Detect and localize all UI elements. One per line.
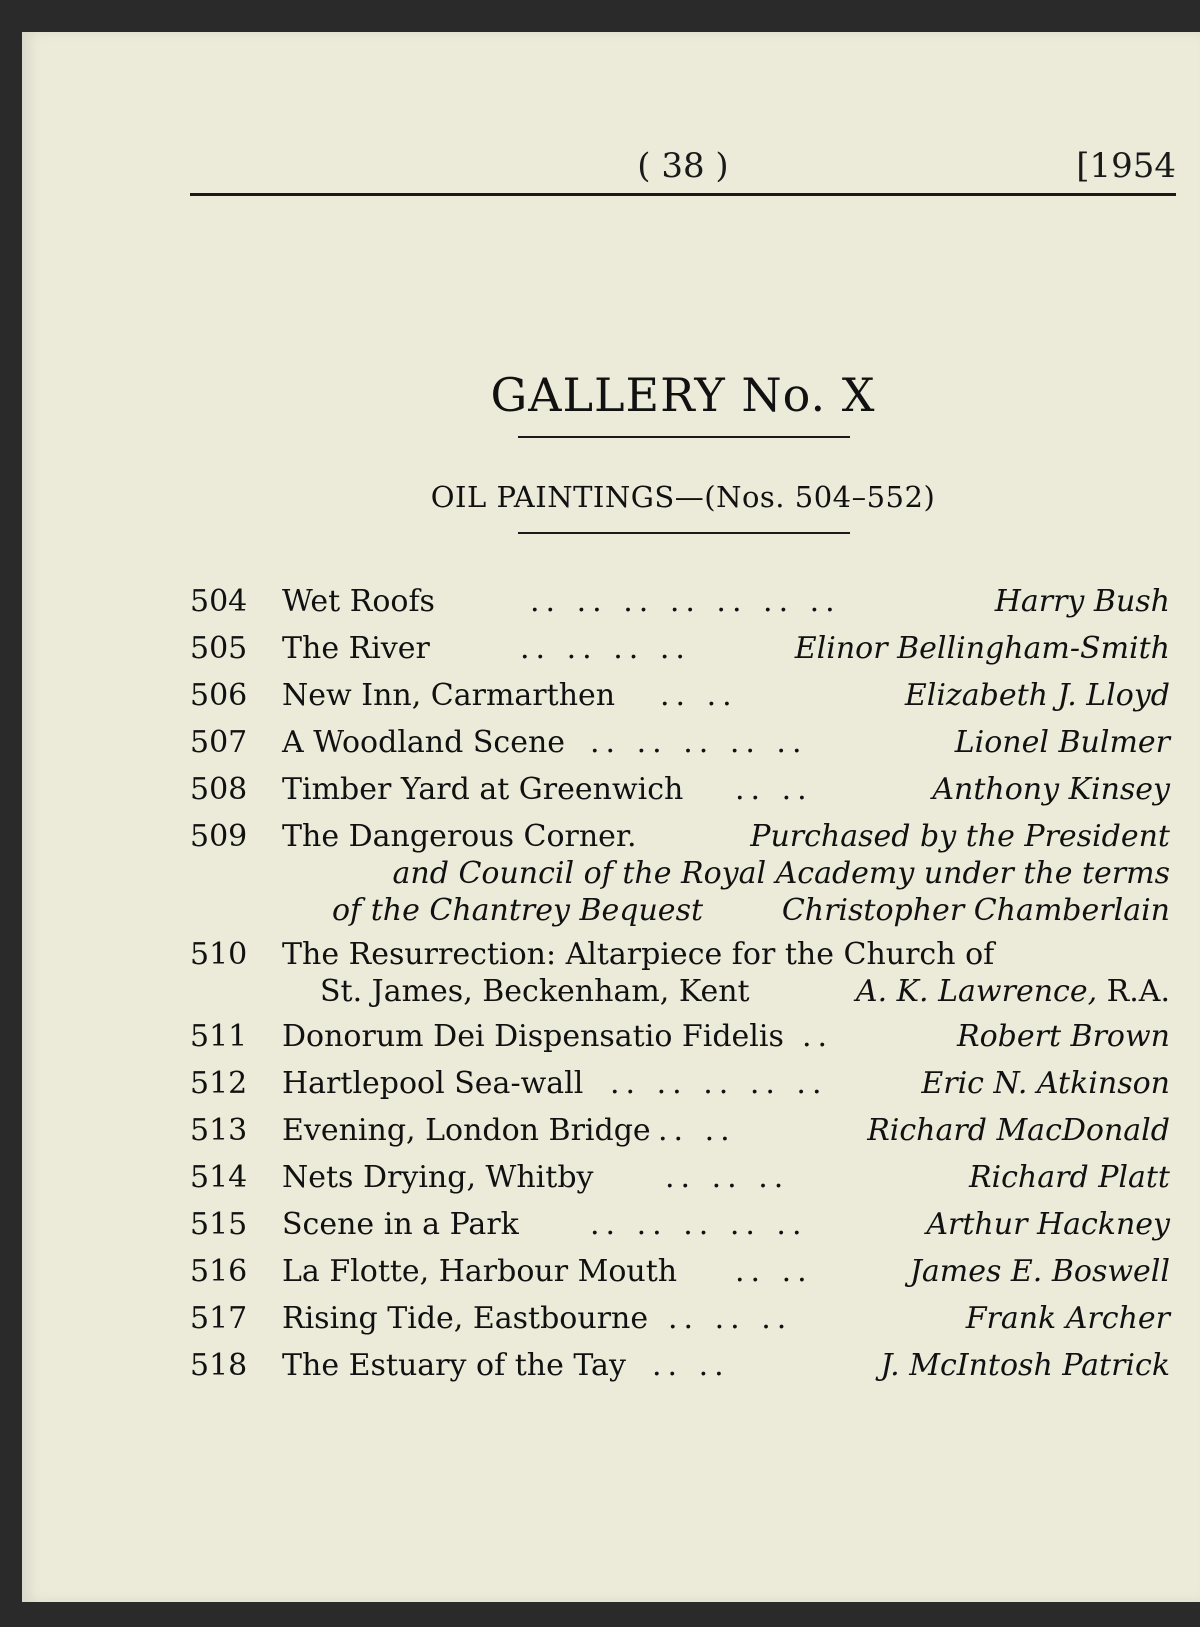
list-item: [190, 1342, 1170, 1389]
entry-title: New Inn, Carmarthen: [282, 678, 616, 713]
leader-dots: .. .. .. .. ..: [610, 1066, 828, 1101]
entry-artist: Elinor Bellingham-Smith: [794, 631, 1170, 666]
entry-number: 510: [190, 937, 248, 972]
leader-dots: .. .. .. ..: [520, 631, 691, 666]
entry-number: 516: [190, 1254, 248, 1289]
list-item: [190, 719, 1170, 766]
leader-dots: .. .. ..: [665, 1160, 790, 1195]
entry-artist: J. McIntosh Patrick: [880, 1348, 1170, 1383]
entry-artist: Frank Archer: [965, 1301, 1170, 1336]
bequest-note: Purchased by the President: [750, 819, 1170, 854]
entry-artist: Harry Bush: [994, 584, 1170, 619]
entry-title: Hartlepool Sea-wall: [282, 1066, 584, 1101]
entry-number: 509: [190, 819, 248, 854]
entry-artist: Eric N. Atkinson: [921, 1066, 1170, 1101]
title-rule-bottom: [518, 532, 850, 534]
list-item: [190, 1107, 1170, 1154]
list-item: [190, 1295, 1170, 1342]
list-item: [190, 1013, 1170, 1060]
header-rule: [190, 193, 1176, 196]
list-item: [190, 1154, 1170, 1201]
entry-artist: Lionel Bulmer: [954, 725, 1170, 760]
entry-title: Donorum Dei Dispensatio Fidelis: [282, 1019, 784, 1054]
list-item: [190, 1248, 1170, 1295]
entry-artist: Anthony Kinsey: [932, 772, 1170, 807]
list-item: [190, 578, 1170, 625]
list-item: [190, 766, 1170, 813]
list-item: [190, 625, 1170, 672]
entry-title: The Dangerous Corner.: [282, 819, 637, 854]
leader-dots: .. .. .. .. ..: [590, 725, 808, 760]
entry-artist: Elizabeth J. Lloyd: [904, 678, 1170, 713]
entry-title: St. James, Beckenham, Kent: [320, 974, 750, 1009]
leader-dots: .. .. .. .. ..: [590, 1207, 808, 1242]
entry-number: 517: [190, 1301, 248, 1336]
entry-number: 512: [190, 1066, 248, 1101]
page-number: ( 38 ): [637, 146, 729, 186]
entry-artist: Arthur Hackney: [926, 1207, 1170, 1242]
title-rule-top: [518, 436, 850, 438]
leader-dots: ..: [802, 1019, 834, 1054]
entry-number: 505: [190, 631, 248, 666]
entry-number: 515: [190, 1207, 248, 1242]
leader-dots: .. .. .. .. .. .. ..: [530, 584, 841, 619]
entry-number: 504: [190, 584, 248, 619]
entry-number: 506: [190, 678, 248, 713]
entry-title: Evening, London Bridge: [282, 1113, 651, 1148]
leader-dots: .. ..: [735, 1254, 813, 1289]
entry-title: The Resurrection: Altarpiece for the Church of: [282, 937, 995, 972]
list-item: [190, 672, 1170, 719]
section-title: OIL PAINTINGS—(Nos. 504–552): [430, 480, 936, 514]
entry-title: The River: [282, 631, 430, 666]
entry-artist: Christopher Chamberlain: [781, 893, 1170, 928]
bequest-note: of the Chantrey Bequest: [332, 893, 704, 928]
entry-number: 508: [190, 772, 248, 807]
entry-artist: James E. Boswell: [909, 1254, 1170, 1289]
entry-number: 507: [190, 725, 248, 760]
bequest-note: and Council of the Royal Academy under the terms: [392, 856, 1170, 891]
entry-title: Rising Tide, Eastbourne: [282, 1301, 649, 1336]
leader-dots: .. ..: [735, 772, 813, 807]
leader-dots: .. .. ..: [668, 1301, 793, 1336]
entry-title: Nets Drying, Whitby: [282, 1160, 594, 1195]
entry-number: 518: [190, 1348, 248, 1383]
entry-title: A Woodland Scene: [282, 725, 566, 760]
leader-dots: .. ..: [660, 678, 738, 713]
entry-number: 514: [190, 1160, 248, 1195]
gallery-title: GALLERY No. X: [490, 368, 876, 422]
entry-artist: A. K. Lawrence,: [855, 974, 1098, 1009]
entry-number: 513: [190, 1113, 248, 1148]
leader-dots: .. ..: [652, 1348, 730, 1383]
entry-title: Wet Roofs: [282, 584, 435, 619]
entry-title: Scene in a Park: [282, 1207, 519, 1242]
entry-title: La Flotte, Harbour Mouth: [282, 1254, 678, 1289]
leader-dots: .. ..: [658, 1113, 736, 1148]
list-item: [190, 1060, 1170, 1107]
list-item: [190, 931, 1170, 1013]
entry-title: The Estuary of the Tay: [282, 1348, 626, 1383]
entry-artist: Richard MacDonald: [867, 1113, 1170, 1148]
entry-number: 511: [190, 1019, 248, 1054]
artist-suffix: R.A.: [1106, 974, 1170, 1009]
list-item: [190, 813, 1170, 931]
entry-list: [190, 578, 1170, 1389]
page-header: [190, 140, 1176, 196]
entry-title: Timber Yard at Greenwich: [282, 772, 684, 807]
year-label: [1954: [1076, 146, 1176, 186]
list-item: [190, 1201, 1170, 1248]
entry-artist: Robert Brown: [957, 1019, 1170, 1054]
entry-artist: Richard Platt: [968, 1160, 1170, 1195]
